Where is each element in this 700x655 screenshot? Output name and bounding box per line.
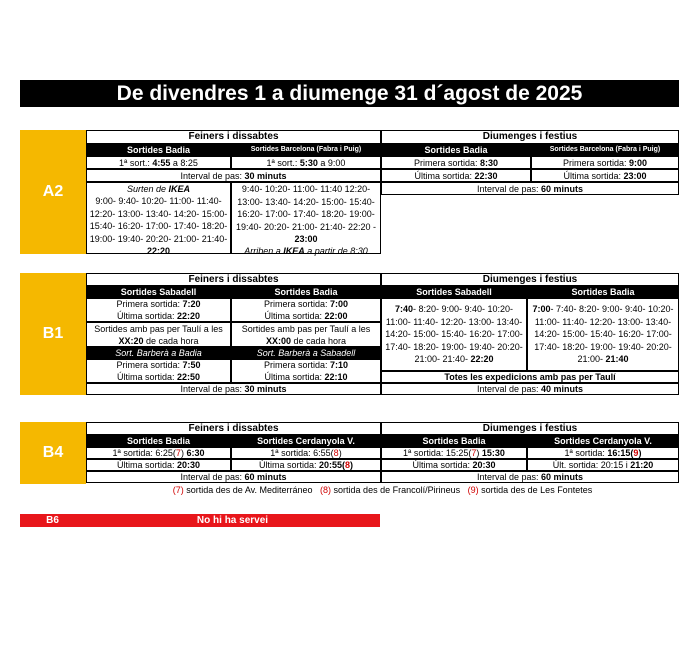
- route-label-a2: A2: [20, 130, 86, 254]
- b4-f-badia-last: [86, 459, 231, 471]
- a2-d-sortides-bcn-header: Sortides Barcelona (Fabra i Puig): [531, 144, 679, 156]
- a2-sortides-badia-header: Sortides Badia: [86, 144, 231, 156]
- b1-totes-tauli: Totes les expedicions amb pas per Taulí: [381, 371, 679, 383]
- b1-primera-label-2: Primera sortida:: [263, 299, 330, 309]
- a2-bcn-first-label: 1ª sort.:: [266, 157, 300, 168]
- b4-f-cerd-1a-post: ): [338, 448, 342, 458]
- b1-primera-label-4: Primera sortida:: [263, 360, 330, 370]
- b1-interval: [86, 383, 381, 395]
- a2-bcn-last: 23:00: [294, 234, 318, 244]
- b1-d-sortides-badia-header: Sortides Badia: [527, 286, 679, 298]
- a2-d-primera-label-2: Primera sortida:: [562, 157, 629, 168]
- b4-ultima-label-3: Última sortida:: [412, 460, 473, 470]
- a2-bcn-times: 9:40- 10:20- 11:00- 11:40 12:20- 13:00- 13:40- 14:20- 15:00- 15:40- 16:20- 17:00- 17:40- 18:20- 19:00- 19:40- 20:20- 21:00- 21:40- 22:20 -: [235, 184, 377, 232]
- b4-d-cerd-1a-note: 9: [633, 448, 639, 458]
- b4-d-interval-label: Interval de pas:: [476, 472, 542, 482]
- b4-f-cerd-1a-note: 8: [333, 448, 339, 458]
- b1-bad-xx: XX:00: [265, 335, 291, 346]
- legend-note-9: (9): [467, 485, 479, 495]
- a2-badia-first-time: 4:55: [152, 157, 171, 168]
- b4-d-interval: [381, 471, 679, 483]
- a2-bcn-first-time: 5:30: [299, 157, 318, 168]
- b1-barbera-sabadell-header: Sort. Barberà a Sabadell: [231, 347, 381, 359]
- b4-d-interval-value: 60 minuts: [541, 472, 584, 482]
- b6-no-service: No hi ha servei: [85, 514, 380, 527]
- b1-sortides-badia-header: Sortides Badia: [231, 286, 381, 298]
- b1-tauli-pre-2: Sortides amb pas per Taulí a les: [241, 323, 371, 334]
- b1-diumenges-header: Diumenges i festius: [381, 273, 679, 286]
- b4-f-badia-first: [86, 447, 231, 459]
- a2-interval: [86, 169, 381, 182]
- b4-f-badia-1a-note: 7: [175, 448, 181, 458]
- legend-text-7: sortida des de Av. Mediterráneo: [183, 485, 313, 495]
- a2-bcn-first: [231, 156, 381, 169]
- b4-ultima-label: Última sortida:: [116, 460, 177, 470]
- a2-interval-value: 30 minuts: [244, 170, 287, 181]
- b4-f-cerd-first: [231, 447, 381, 459]
- a2-d-sortides-badia-header: Sortides Badia: [381, 144, 531, 156]
- a2-d-bcn-first-time: 9:00: [629, 157, 648, 168]
- a2-d-badia-first: [381, 156, 531, 169]
- b4-sortides-badia-header: Sortides Badia: [86, 435, 231, 447]
- b4-feiners-header: Feiners i dissabtes: [86, 422, 381, 435]
- b1-d-bad-last: 21:40: [605, 354, 629, 365]
- b1-d-interval: [381, 383, 679, 395]
- a2-ikea-name: IKEA: [168, 184, 191, 194]
- b1-d-bad-first: 7:00: [532, 304, 551, 315]
- a2-arriben-ikea: IKEA: [283, 246, 305, 256]
- a2-d-badia-last: [381, 169, 531, 182]
- b4-legend: [85, 484, 680, 496]
- b1-interval-label: Interval de pas:: [180, 384, 245, 394]
- a2-badia-last: 22:20: [146, 246, 171, 256]
- b1-d-bad-times: [527, 298, 679, 371]
- b4-d-cerd-first: [527, 447, 679, 459]
- b4-d-cerd-1a-pre: 1ª sortida:: [564, 448, 608, 458]
- b4-d-badia-last: [381, 459, 527, 471]
- a2-d-primera-label: Primera sortida:: [413, 157, 480, 168]
- b4-d-badia-1a-post: ): [476, 448, 482, 458]
- b1-tauli-post: de cada hora: [143, 335, 199, 346]
- route-label-b6: B6: [20, 514, 85, 527]
- b4-f-badia-1a-post: ): [180, 448, 187, 458]
- b1-bs-first: 7:10: [330, 360, 349, 370]
- b1-ultima-label-4: Última sortida:: [264, 372, 325, 382]
- route-label-b1: B1: [20, 273, 86, 395]
- b1-sortides-sabadell-header: Sortides Sabadell: [86, 286, 231, 298]
- b4-d-badia-1a-note: 7: [471, 448, 477, 458]
- a2-d-ultima-label-2: Última sortida:: [563, 170, 624, 181]
- b1-bad-tauli: [231, 322, 381, 347]
- a2-d-ultima-label: Última sortida:: [414, 170, 475, 181]
- a2-interval-label: Interval de pas:: [180, 170, 245, 181]
- b1-bb-first: 7:50: [182, 360, 201, 370]
- b1-bad-first: 7:00: [330, 299, 349, 309]
- a2-d-interval: [381, 182, 679, 195]
- b1-sab-tauli: [86, 322, 231, 347]
- b1-tauli-pre: Sortides amb pas per Taulí a les: [94, 323, 223, 334]
- b1-d-sab-last: 22:20: [470, 354, 494, 365]
- b1-primera-label: Primera sortida:: [116, 299, 183, 309]
- b4-d-badia-first: [381, 447, 527, 459]
- a2-d-badia-last-time: 22:30: [474, 170, 498, 181]
- b1-bad-last: 22:00: [324, 311, 348, 321]
- b4-d-badia-last-time: 20:30: [472, 460, 496, 470]
- b4-d-cerd-ult-time: 21:20: [630, 460, 654, 470]
- b4-d-cerd-last: [527, 459, 679, 471]
- b1-sab-xx: XX:20: [118, 335, 144, 346]
- a2-badia-first-label: 1ª sort.:: [119, 157, 153, 168]
- b1-barbera-badia-header: Sort. Barberà a Badia: [86, 347, 231, 359]
- a2-arriben-pre: Arriben a: [244, 246, 284, 256]
- b4-f-cerd-last-note: 8: [345, 460, 351, 470]
- b1-d-sab-times-list: - 8:20- 9:00- 9:40- 10:20- 11:00- 11:40- 12:20- 13:00- 13:40- 14:20- 15:00- 15:40- 16:20- 17:00- 17:40- 18:20- 19:00- 19:40- 20:20- 21:00- 21:40-: [385, 304, 523, 365]
- b1-bad-first-last: [231, 298, 381, 322]
- a2-badia-times: 9:00- 9:40- 10:20- 11:00- 11:40- 12:20- 13:00- 13:40- 14:20- 15:00- 15:40- 16:20- 17:00- 17:40- 18:20- 19:00- 19:40- 20:20- 21:00- 21:40-: [89, 196, 228, 244]
- b4-d-cerd-1a-close: ): [638, 448, 642, 458]
- b4-f-cerd-1a-pre: 1ª sortida: 6:55(: [270, 448, 334, 458]
- route-label-b4: B4: [20, 422, 86, 484]
- a2-d-interval-value: 60 minuts: [541, 183, 584, 194]
- a2-badia-first-rest: a 8:25: [170, 157, 198, 168]
- a2-diumenges-header: Diumenges i festius: [381, 130, 679, 144]
- b1-d-interval-value: 40 minuts: [541, 384, 584, 394]
- b4-f-badia-last-time: 20:30: [177, 460, 201, 470]
- b4-d-badia-1a-pre: 1ª sortida: 15:25(: [403, 448, 472, 458]
- b1-ultima-label-2: Última sortida:: [264, 311, 325, 321]
- b4-f-badia-1a-time: 6:30: [186, 448, 205, 458]
- b1-bb-first-last: [86, 359, 231, 383]
- b1-sab-last: 22:20: [177, 311, 201, 321]
- b1-sab-first-last: [86, 298, 231, 322]
- legend-text-8: sortida des de Francolí/Pirineus: [331, 485, 461, 495]
- a2-bcn-first-rest: a 9:00: [317, 157, 346, 168]
- b1-interval-value: 30 minuts: [244, 384, 287, 394]
- legend-note-8: (8): [320, 485, 332, 495]
- b1-feiners-header: Feiners i dissabtes: [86, 273, 381, 286]
- b1-bs-first-last: [231, 359, 381, 383]
- a2-d-bcn-first: [531, 156, 679, 169]
- legend-text-9: sortida des de Les Fontetes: [478, 485, 593, 495]
- b4-interval-value: 60 minuts: [244, 472, 287, 482]
- b4-interval: [86, 471, 381, 483]
- b1-bs-last: 22:10: [324, 372, 348, 382]
- a2-badia-first: [86, 156, 231, 169]
- b4-f-cerd-last-time: 20:55(: [319, 460, 346, 470]
- a2-feiners-header: Feiners i dissabtes: [86, 130, 381, 144]
- a2-d-interval-label: Interval de pas:: [476, 183, 542, 194]
- a2-arriben-post: a partir de 8:30: [304, 246, 368, 256]
- b1-sab-first: 7:20: [182, 299, 201, 309]
- b1-ultima-label-3: Última sortida:: [116, 372, 177, 382]
- b4-f-cerd-last: [231, 459, 381, 471]
- b1-ultima-label: Última sortida:: [116, 311, 177, 321]
- b4-ultima-label-2: Última sortida:: [258, 460, 319, 470]
- b4-d-sortides-badia-header: Sortides Badia: [381, 435, 527, 447]
- b1-primera-label-3: Primera sortida:: [116, 360, 183, 370]
- a2-d-bcn-last-time: 23:00: [623, 170, 647, 181]
- b4-interval-label: Interval de pas:: [180, 472, 245, 482]
- a2-sortides-bcn-header: Sortides Barcelona (Fabra i Puig): [231, 144, 381, 156]
- page-title: De divendres 1 a diumenge 31 d´agost de 2025: [20, 80, 679, 107]
- b1-d-sab-times: [381, 298, 527, 371]
- b4-d-cerd-1a-time: 16:15(: [607, 448, 634, 458]
- a2-d-badia-first-time: 8:30: [480, 157, 499, 168]
- b4-f-cerd-last-close: ): [350, 460, 354, 470]
- b1-tauli-post-2: de cada hora: [290, 335, 347, 346]
- a2-d-bcn-last: [531, 169, 679, 182]
- legend-note-7: (7): [172, 485, 184, 495]
- b4-d-cerd-ult-label: Últ. sortida: 20:15 i: [552, 460, 631, 470]
- b1-d-bad-times-list: - 7:40- 8:20- 9:00- 9:40- 10:20- 11:00- 11:40- 12:20- 13:00- 13:40- 14:20- 15:00- 15:40- 16:20- 17:00- 17:40- 18:20- 19:00- 19:40- 20:20- 21:00-: [534, 304, 674, 365]
- b4-sortides-cerd-header: Sortides Cerdanyola V.: [231, 435, 381, 447]
- b4-diumenges-header: Diumenges i festius: [381, 422, 679, 435]
- b4-d-sortides-cerd-header: Sortides Cerdanyola V.: [527, 435, 679, 447]
- b4-d-badia-1a-time: 15:30: [481, 448, 505, 458]
- b1-d-sortides-sabadell-header: Sortides Sabadell: [381, 286, 527, 298]
- a2-ikea-label: Surten de: [126, 184, 169, 194]
- b1-d-sab-first: 7:40: [394, 304, 413, 315]
- b4-f-badia-1a-pre: 1ª sortida: 6:25(: [112, 448, 176, 458]
- a2-bcn-times-cell: [231, 182, 381, 254]
- a2-badia-ikea-times: [86, 182, 231, 254]
- b1-bb-last: 22:50: [177, 372, 201, 382]
- b1-d-interval-label: Interval de pas:: [476, 384, 542, 394]
